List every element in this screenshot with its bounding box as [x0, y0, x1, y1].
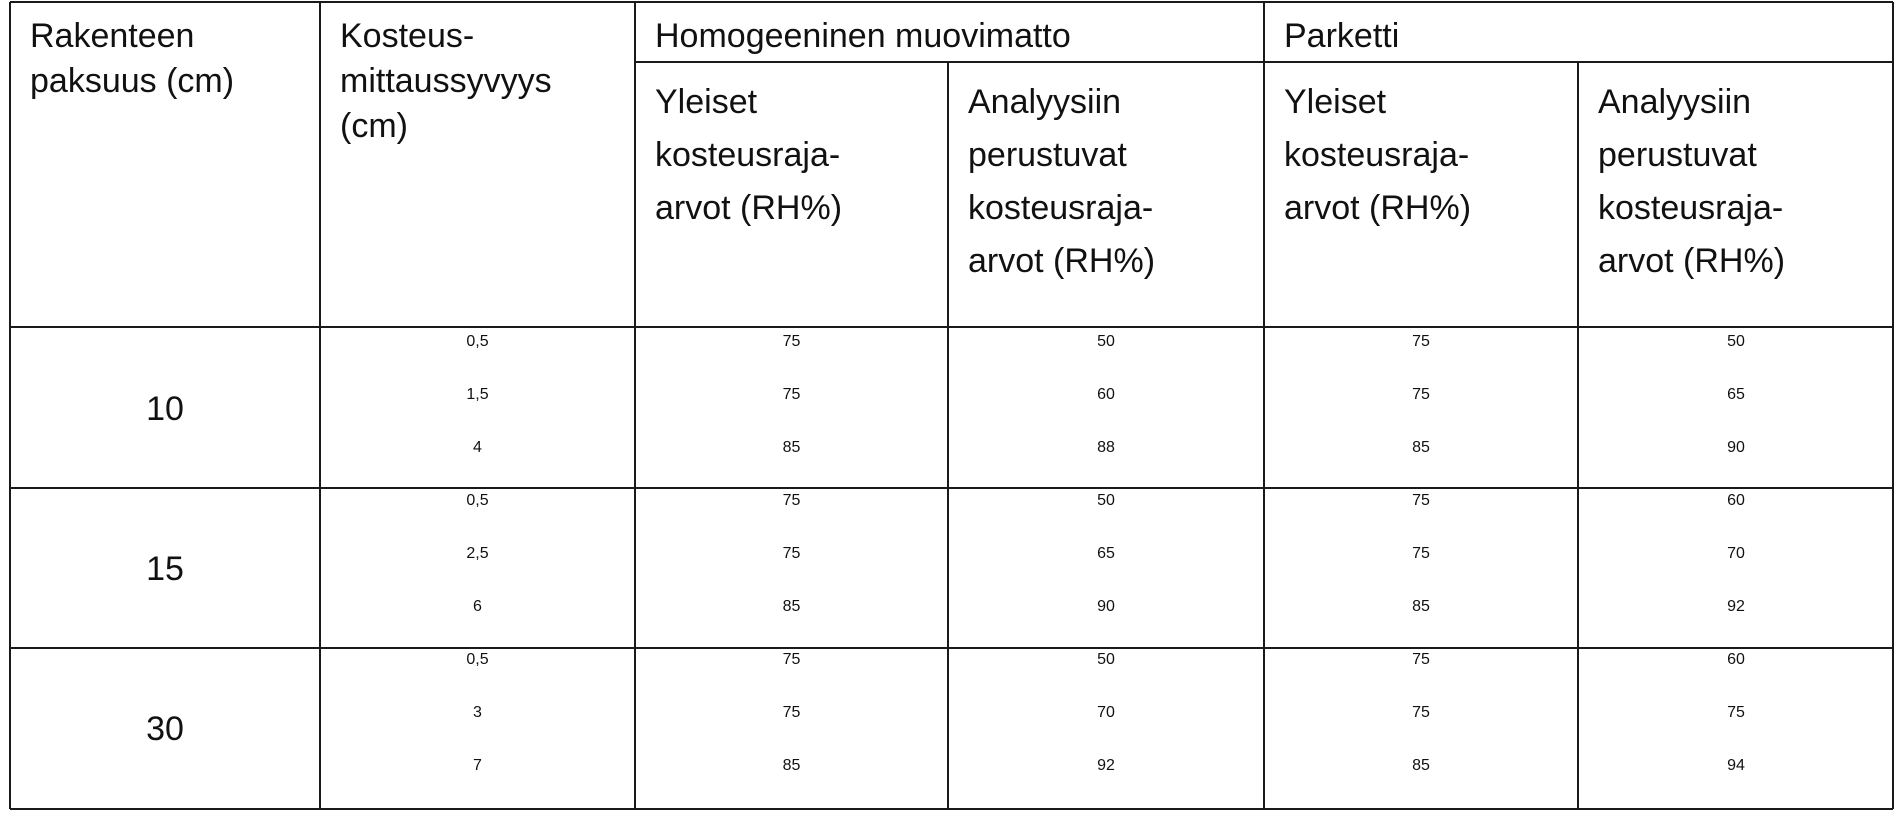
- muovimatto-analysis-values: [948, 492, 1264, 651]
- rh-value: 65: [1097, 545, 1115, 562]
- parketti-analysis-values: [1578, 651, 1894, 810]
- depth-value: 1,5: [466, 386, 489, 403]
- sub-analysis-line2: perustuvat: [968, 136, 1127, 174]
- thickness-cell: 10: [146, 390, 184, 428]
- depth-value: 0,5: [466, 333, 489, 350]
- header-thickness-line2: paksuus (cm): [30, 62, 235, 100]
- depth-value: 4: [473, 439, 482, 456]
- depth-values: [320, 492, 635, 651]
- muovimatto-analysis-values: [948, 651, 1264, 810]
- rh-value: 92: [1097, 757, 1115, 774]
- sub-general-line2: kosteusraja-: [1284, 136, 1470, 174]
- subheader-parketti-general: [1264, 70, 1578, 235]
- rh-value: 60: [1727, 651, 1745, 668]
- parketti-analysis-values: [1578, 333, 1894, 492]
- rh-value: 75: [782, 333, 801, 350]
- rh-value: 85: [1412, 598, 1430, 615]
- rh-value: 90: [1097, 598, 1115, 615]
- rh-value: 50: [1097, 492, 1115, 509]
- rh-value: 94: [1727, 757, 1745, 774]
- header-thickness: [10, 4, 320, 108]
- rh-value: 75: [1412, 704, 1430, 721]
- rh-value: 85: [782, 757, 801, 774]
- depth-value: 2,5: [466, 545, 489, 562]
- rh-value: 85: [782, 439, 801, 456]
- header-depth-line1: Kosteus-: [340, 17, 475, 55]
- muovimatto-general-values: [635, 492, 948, 651]
- thickness-cell: 30: [146, 710, 184, 748]
- rh-value: 75: [1412, 545, 1430, 562]
- depth-values: [320, 651, 635, 810]
- rh-value: 60: [1727, 492, 1745, 509]
- rh-value: 75: [1727, 704, 1745, 721]
- thickness-cell: 15: [146, 550, 184, 588]
- rh-value: 75: [782, 386, 801, 403]
- parketti-general-values: [1264, 492, 1578, 651]
- rh-value: 50: [1727, 333, 1745, 350]
- muovimatto-general-values: [635, 651, 948, 810]
- sub-analysis-line3: kosteusraja-: [968, 189, 1154, 227]
- rh-value: 65: [1727, 386, 1745, 403]
- rh-value: 88: [1097, 439, 1115, 456]
- parketti-analysis-values: [1578, 492, 1894, 651]
- rh-value: 75: [1412, 386, 1430, 403]
- rh-value: 70: [1727, 545, 1745, 562]
- subheader-parketti-analysis: [1578, 70, 1894, 288]
- depth-value: 7: [473, 757, 482, 774]
- sub-general-line2: kosteusraja-: [655, 136, 841, 174]
- header-depth-line3: (cm): [340, 107, 408, 145]
- sub-analysis-line2: perustuvat: [1598, 136, 1757, 174]
- rh-value: 50: [1097, 651, 1115, 668]
- rh-value: 75: [1412, 492, 1430, 509]
- sub-analysis-line3: kosteusraja-: [1598, 189, 1784, 227]
- sub-general-line1: Yleiset: [1284, 83, 1387, 121]
- rh-value: 75: [1412, 651, 1430, 668]
- muovimatto-general-values: [635, 333, 948, 492]
- parketti-general-values: [1264, 651, 1578, 810]
- rh-value: 75: [1412, 333, 1430, 350]
- rh-value: 85: [1412, 757, 1430, 774]
- depth-value: 0,5: [466, 651, 489, 668]
- subheader-muovimatto-analysis: [948, 70, 1264, 288]
- header-group-parketti: Parketti: [1284, 17, 1400, 55]
- rh-value: 75: [782, 651, 801, 668]
- rh-value: 85: [782, 598, 801, 615]
- depth-value: 6: [473, 598, 482, 615]
- depth-value: 3: [473, 704, 482, 721]
- sub-general-line3: arvot (RH%): [655, 189, 843, 227]
- depth-value: 0,5: [466, 492, 489, 509]
- header-depth: [320, 4, 635, 153]
- muovimatto-analysis-values: [948, 333, 1264, 492]
- sub-general-line3: arvot (RH%): [1284, 189, 1472, 227]
- rh-value: 75: [782, 704, 801, 721]
- rh-value: 50: [1097, 333, 1115, 350]
- rh-value: 75: [782, 545, 801, 562]
- depth-values: [320, 333, 635, 492]
- rh-value: 92: [1727, 598, 1745, 615]
- subheader-muovimatto-general: [635, 70, 948, 235]
- sub-analysis-line1: Analyysiin: [1598, 83, 1752, 121]
- header-thickness-line1: Rakenteen: [30, 17, 195, 55]
- rh-value: 85: [1412, 439, 1430, 456]
- rh-value: 60: [1097, 386, 1115, 403]
- sub-analysis-line1: Analyysiin: [968, 83, 1122, 121]
- rh-value: 70: [1097, 704, 1115, 721]
- header-depth-line2: mittaussyvyys: [340, 62, 552, 100]
- parketti-general-values: [1264, 333, 1578, 492]
- rh-value: 90: [1727, 439, 1745, 456]
- header-group-muovimatto: Homogeeninen muovimatto: [655, 17, 1071, 55]
- rh-value: 75: [782, 492, 801, 509]
- sub-analysis-line4: arvot (RH%): [1598, 242, 1786, 280]
- sub-analysis-line4: arvot (RH%): [968, 242, 1156, 280]
- sub-general-line1: Yleiset: [655, 83, 758, 121]
